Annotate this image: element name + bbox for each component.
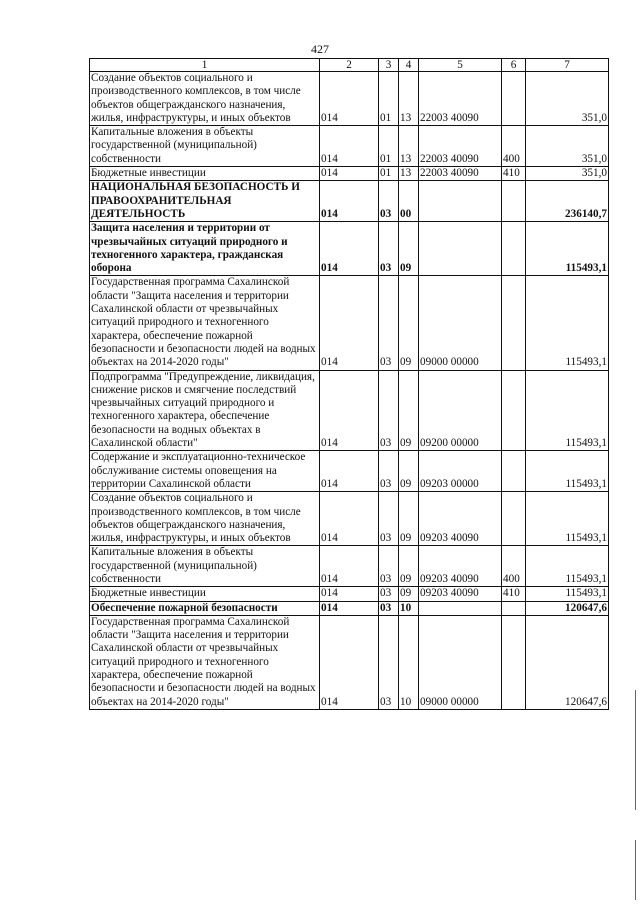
row-section-cell: 03 <box>379 222 399 276</box>
row-subsection-cell: 09 <box>399 492 419 546</box>
row-section-cell: 03 <box>379 451 399 492</box>
table-row <box>90 615 609 709</box>
row-subsection-cell: 13 <box>399 167 419 181</box>
row-name-cell: Государственная программа Сахалинской области "Защита населения и территории Сахалинской области от чрезвычайных ситуаций природного и техногенного характера, обеспечение пожарной безопасности и безопасности людей на водных объектах на 2014-2020 годы" <box>90 615 320 709</box>
row-section-cell: 03 <box>379 370 399 451</box>
row-name-cell: Капитальные вложения в объекты государственной (муниципальной) собственности <box>90 546 320 587</box>
row-amount-cell: 115493,1 <box>526 587 609 601</box>
row-name-cell: Бюджетные инвестиции <box>90 167 320 181</box>
row-subsection-cell: 10 <box>399 601 419 615</box>
row-amount-cell: 120647,6 <box>526 601 609 615</box>
table-row <box>90 587 609 601</box>
row-subsection-cell: 09 <box>399 587 419 601</box>
row-section-cell: 01 <box>379 167 399 181</box>
row-section-cell: 03 <box>379 601 399 615</box>
row-amount-cell: 115493,1 <box>526 451 609 492</box>
row-code-cell: 014 <box>320 587 379 601</box>
row-code-cell: 014 <box>320 126 379 167</box>
row-expense-type-cell <box>502 615 526 709</box>
budget-table <box>89 58 609 710</box>
row-expense-type-cell: 410 <box>502 587 526 601</box>
table-row <box>90 601 609 615</box>
row-name-cell: Содержание и эксплуатационно-техническое обслуживание системы оповещения на территории Сахалинской области <box>90 451 320 492</box>
table-row <box>90 451 609 492</box>
row-section-cell: 03 <box>379 276 399 370</box>
row-subsection-cell: 09 <box>399 370 419 451</box>
row-target-article-cell <box>419 601 502 615</box>
scan-margin-line <box>635 690 636 810</box>
row-expense-type-cell <box>502 181 526 222</box>
row-target-article-cell: 09203 00000 <box>419 451 502 492</box>
table-row <box>90 492 609 546</box>
row-code-cell: 014 <box>320 370 379 451</box>
row-target-article-cell: 22003 40090 <box>419 167 502 181</box>
table-row <box>90 72 609 126</box>
header-cell: 1 <box>90 59 320 72</box>
row-target-article-cell: 09200 00000 <box>419 370 502 451</box>
row-name-cell: Создание объектов социального и производственного комплексов, в том числе объектов общегражданского назначения, жилья, инфраструктуры, и иных объектов <box>90 72 320 126</box>
row-expense-type-cell <box>502 601 526 615</box>
table-row <box>90 167 609 181</box>
row-expense-type-cell: 410 <box>502 167 526 181</box>
row-target-article-cell: 09203 40090 <box>419 587 502 601</box>
row-target-article-cell: 09203 40090 <box>419 546 502 587</box>
table-row <box>90 370 609 451</box>
table-header-row <box>90 59 609 72</box>
table-row <box>90 546 609 587</box>
row-target-article-cell: 22003 40090 <box>419 126 502 167</box>
row-section-cell: 03 <box>379 615 399 709</box>
row-amount-cell: 115493,1 <box>526 492 609 546</box>
row-expense-type-cell: 400 <box>502 546 526 587</box>
row-subsection-cell: 09 <box>399 546 419 587</box>
table-row <box>90 276 609 370</box>
page-number: 427 <box>311 42 329 56</box>
row-name-cell: Защита населения и территории от чрезвычайных ситуаций природного и техногенного характера, гражданская оборона <box>90 222 320 276</box>
header-cell: 2 <box>320 59 379 72</box>
row-target-article-cell: 22003 40090 <box>419 72 502 126</box>
header-cell: 4 <box>399 59 419 72</box>
table-row <box>90 126 609 167</box>
row-code-cell: 014 <box>320 222 379 276</box>
row-amount-cell: 115493,1 <box>526 546 609 587</box>
row-amount-cell: 236140,7 <box>526 181 609 222</box>
header-cell: 3 <box>379 59 399 72</box>
row-subsection-cell: 13 <box>399 72 419 126</box>
row-target-article-cell: 09203 40090 <box>419 492 502 546</box>
row-section-cell: 03 <box>379 181 399 222</box>
row-target-article-cell: 09000 00000 <box>419 615 502 709</box>
row-amount-cell: 351,0 <box>526 167 609 181</box>
table-row <box>90 222 609 276</box>
row-target-article-cell <box>419 181 502 222</box>
row-amount-cell: 115493,1 <box>526 222 609 276</box>
header-cell: 6 <box>502 59 526 72</box>
row-code-cell: 014 <box>320 72 379 126</box>
row-subsection-cell: 09 <box>399 222 419 276</box>
row-subsection-cell: 10 <box>399 615 419 709</box>
row-name-cell: Государственная программа Сахалинской области "Защита населения и территории Сахалинской области от чрезвычайных ситуаций природного и техногенного характера, обеспечение пожарной безопасности и безопасности людей на водных объектах на 2014-2020 годы" <box>90 276 320 370</box>
row-name-cell: Капитальные вложения в объекты государственной (муниципальной) собственности <box>90 126 320 167</box>
row-code-cell: 014 <box>320 546 379 587</box>
row-section-cell: 01 <box>379 72 399 126</box>
row-name-cell: Обеспечение пожарной безопасности <box>90 601 320 615</box>
row-amount-cell: 351,0 <box>526 72 609 126</box>
row-amount-cell: 115493,1 <box>526 276 609 370</box>
row-name-cell: Подпрограмма "Предупреждение, ликвидация, снижение рисков и смягчение последствий чрезвычайных ситуаций природного и техногенного характера, обеспечение безопасности на водных объектах в Сахалинской области" <box>90 370 320 451</box>
row-name-cell: Создание объектов социального и производственного комплексов, в том числе объектов общегражданского назначения, жилья, инфраструктуры, и иных объектов <box>90 492 320 546</box>
row-section-cell: 03 <box>379 587 399 601</box>
row-subsection-cell: 09 <box>399 276 419 370</box>
scan-margin-line <box>635 840 636 900</box>
row-amount-cell: 115493,1 <box>526 370 609 451</box>
row-expense-type-cell <box>502 370 526 451</box>
row-expense-type-cell <box>502 492 526 546</box>
row-target-article-cell: 09000 00000 <box>419 276 502 370</box>
row-code-cell: 014 <box>320 181 379 222</box>
row-expense-type-cell <box>502 451 526 492</box>
row-expense-type-cell: 400 <box>502 126 526 167</box>
header-cell: 5 <box>419 59 502 72</box>
row-name-cell: Бюджетные инвестиции <box>90 587 320 601</box>
row-expense-type-cell <box>502 72 526 126</box>
row-expense-type-cell <box>502 276 526 370</box>
row-code-cell: 014 <box>320 615 379 709</box>
row-code-cell: 014 <box>320 451 379 492</box>
row-section-cell: 01 <box>379 126 399 167</box>
row-target-article-cell <box>419 222 502 276</box>
row-code-cell: 014 <box>320 492 379 546</box>
row-subsection-cell: 13 <box>399 126 419 167</box>
row-code-cell: 014 <box>320 601 379 615</box>
row-subsection-cell: 09 <box>399 451 419 492</box>
row-section-cell: 03 <box>379 546 399 587</box>
row-amount-cell: 351,0 <box>526 126 609 167</box>
row-expense-type-cell <box>502 222 526 276</box>
row-code-cell: 014 <box>320 167 379 181</box>
table-row <box>90 181 609 222</box>
row-section-cell: 03 <box>379 492 399 546</box>
row-code-cell: 014 <box>320 276 379 370</box>
row-name-cell: НАЦИОНАЛЬНАЯ БЕЗОПАСНОСТЬ И ПРАВООХРАНИТЕЛЬНАЯ ДЕЯТЕЛЬНОСТЬ <box>90 181 320 222</box>
row-amount-cell: 120647,6 <box>526 615 609 709</box>
row-subsection-cell: 00 <box>399 181 419 222</box>
header-cell: 7 <box>526 59 609 72</box>
